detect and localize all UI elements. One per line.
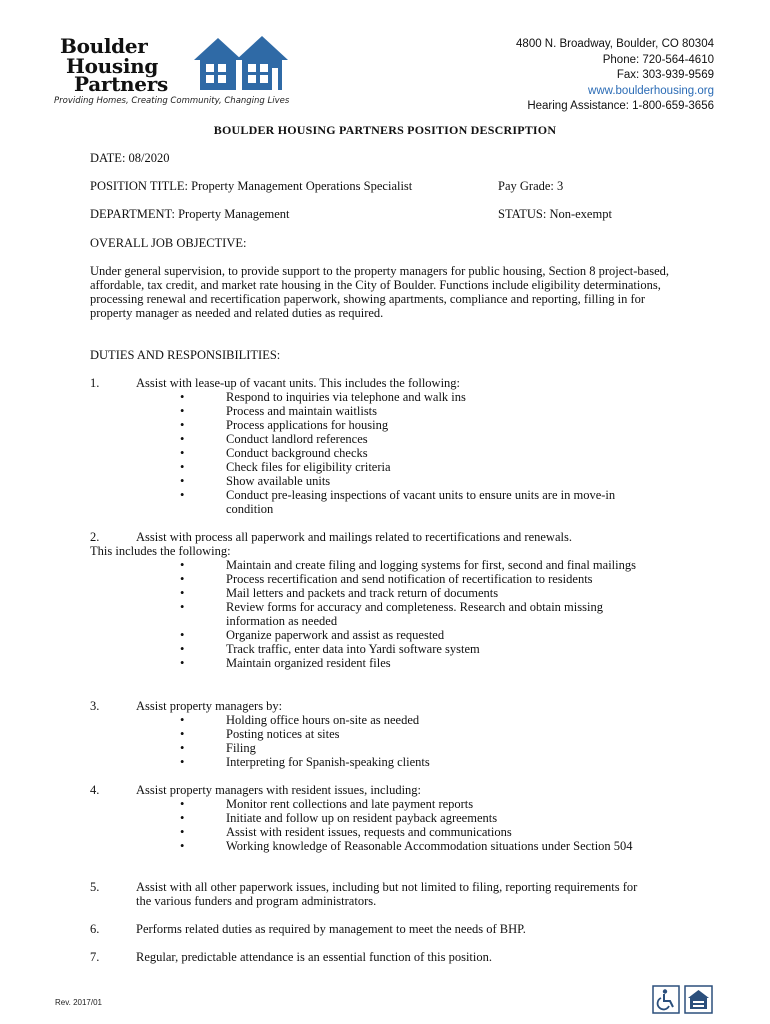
list-item: • Conduct background checks [180, 446, 368, 460]
bullet-icon: • [180, 811, 185, 825]
bullet-icon: • [180, 446, 185, 460]
duty-number: 2. [90, 530, 100, 544]
objective-text: Under general supervision, to provide support to the property managers for public housing, Section 8 project-based, affordable, tax credit, and market rate housing in the City of Boulder. Functions include eligibility determinations, processing renewal and recertification paperwork, showing apartments, compliance and reporting, filling in for property manager as needed and related duties as required. [90, 264, 670, 320]
duty-lead: Regular, predictable attendance is an essential function of this position. [136, 950, 492, 964]
duty-lead: Assist with lease-up of vacant units. This includes the following: [136, 376, 461, 390]
duty-number: 3. [90, 699, 100, 713]
list-item: • Conduct pre-leasing inspections of vacant units to ensure units are in move-in condition [180, 488, 616, 516]
list-item: • Process recertification and send notification of recertification to residents [180, 572, 593, 586]
list-item: • Maintain and create filing and logging systems for first, second and final mailings [180, 558, 636, 572]
duty-lead: Assist with process all paperwork and mailings related to recertifications and renewals. [136, 530, 572, 544]
list-item: • Track traffic, enter data into Yardi software system [180, 642, 480, 656]
logo-line-housing: Housing [66, 54, 159, 78]
bullet-icon: • [180, 432, 185, 446]
list-item: • Holding office hours on-site as needed [180, 713, 420, 727]
bullet-icon: • [180, 558, 185, 572]
list-item: • Assist with resident issues, requests and communications [180, 825, 512, 839]
contact-block [516, 37, 714, 115]
bullet-icon: • [180, 825, 185, 839]
logo-line-boulder: Boulder [60, 34, 148, 58]
duty-lead: Assist property managers with resident issues, including: [136, 783, 422, 797]
bullet-icon: • [180, 642, 185, 656]
bullet-icon: • [180, 404, 185, 418]
list-item: • Conduct landlord references [180, 432, 368, 446]
bullet-icon: • [180, 727, 185, 741]
bullet-icon: • [180, 755, 185, 769]
wheelchair-accessibility-icon [653, 986, 679, 1013]
fax: Fax: 303-939-9569 [616, 69, 714, 81]
list-item: • Mail letters and packets and track return of documents [180, 586, 499, 600]
bullet-icon: • [180, 839, 185, 853]
bullet-icon: • [180, 460, 185, 474]
duty-lead: Performs related duties as required by management to meet the needs of BHP. [136, 922, 526, 936]
list-item: • Initiate and follow up on resident payback agreements [180, 811, 498, 825]
duty-number: 6. [90, 922, 100, 936]
bullet-icon: • [180, 586, 185, 600]
logo-tagline: Providing Homes, Creating Community, Changing Lives [54, 96, 290, 106]
duties-heading: DUTIES AND RESPONSIBILITIES: [90, 348, 281, 362]
bullet-icon: • [180, 741, 185, 755]
duty-bullets [90, 797, 690, 853]
address: 4800 N. Broadway, Boulder, CO 80304 [516, 38, 714, 50]
house-logo-icon [192, 34, 297, 92]
bullet-icon: • [180, 418, 185, 432]
list-item: • Process applications for housing [180, 418, 389, 432]
revision-label: Rev. 2017/01 [55, 998, 102, 1007]
duty-bullets [90, 390, 690, 516]
department-field: DEPARTMENT: Property Management [90, 207, 290, 221]
list-item: • Filing [180, 741, 256, 755]
duty-number: 5. [90, 880, 100, 894]
bullet-icon: • [180, 713, 185, 727]
status-field: STATUS: Non-exempt [498, 207, 612, 221]
bullet-icon: • [180, 390, 185, 404]
list-item: • Organize paperwork and assist as requested [180, 628, 445, 642]
list-item: • Posting notices at sites [180, 727, 340, 741]
logo [52, 34, 302, 110]
duty-lead: Assist with all other paperwork issues, including but not limited to filing, reporting requirements for the various funders and program administrators. [136, 880, 638, 908]
duty-bullets [90, 558, 690, 670]
bullet-icon: • [180, 656, 185, 670]
logo-line-partners: Partners [74, 72, 168, 96]
list-item: • Show available units [180, 474, 331, 488]
list-item: • Review forms for accuracy and completeness. Research and obtain missing information as needed [180, 600, 603, 628]
duty-number: 1. [90, 376, 100, 390]
list-item: • Maintain organized resident files [180, 656, 391, 670]
bullet-icon: • [180, 600, 185, 614]
duty-lead: Assist property managers by: [136, 699, 283, 713]
duty-lead-continued: This includes the following: [90, 544, 231, 558]
list-item: • Respond to inquiries via telephone and walk ins [180, 390, 466, 404]
bullet-icon: • [180, 628, 185, 642]
hearing-assistance: Hearing Assistance: 1-800-659-3656 [527, 100, 714, 112]
bullet-icon: • [180, 572, 185, 586]
document-title: BOULDER HOUSING PARTNERS POSITION DESCRIPTION [213, 123, 557, 137]
bullet-icon: • [180, 797, 185, 811]
bullet-icon: • [180, 488, 185, 502]
pay-grade-field: Pay Grade: 3 [498, 179, 564, 193]
list-item: • Process and maintain waitlists [180, 404, 378, 418]
duty-number: 4. [90, 783, 100, 797]
bullet-icon: • [180, 474, 185, 488]
list-item: • Working knowledge of Reasonable Accommodation situations under Section 504 [180, 839, 633, 853]
compliance-badges [652, 985, 714, 1020]
duty-bullets [90, 713, 690, 769]
position-title-field: POSITION TITLE: Property Management Operations Specialist [90, 179, 413, 193]
list-item: • Check files for eligibility criteria [180, 460, 391, 474]
list-item: • Interpreting for Spanish-speaking clients [180, 755, 430, 769]
equal-housing-opportunity-icon [685, 986, 712, 1013]
website-link[interactable]: www.boulderhousing.org [588, 84, 714, 97]
duty-number: 7. [90, 950, 100, 964]
objective-heading: OVERALL JOB OBJECTIVE: [90, 236, 247, 250]
phone: Phone: 720-564-4610 [602, 53, 714, 66]
list-item: • Monitor rent collections and late payment reports [180, 797, 474, 811]
date-field: DATE: 08/2020 [90, 151, 170, 165]
